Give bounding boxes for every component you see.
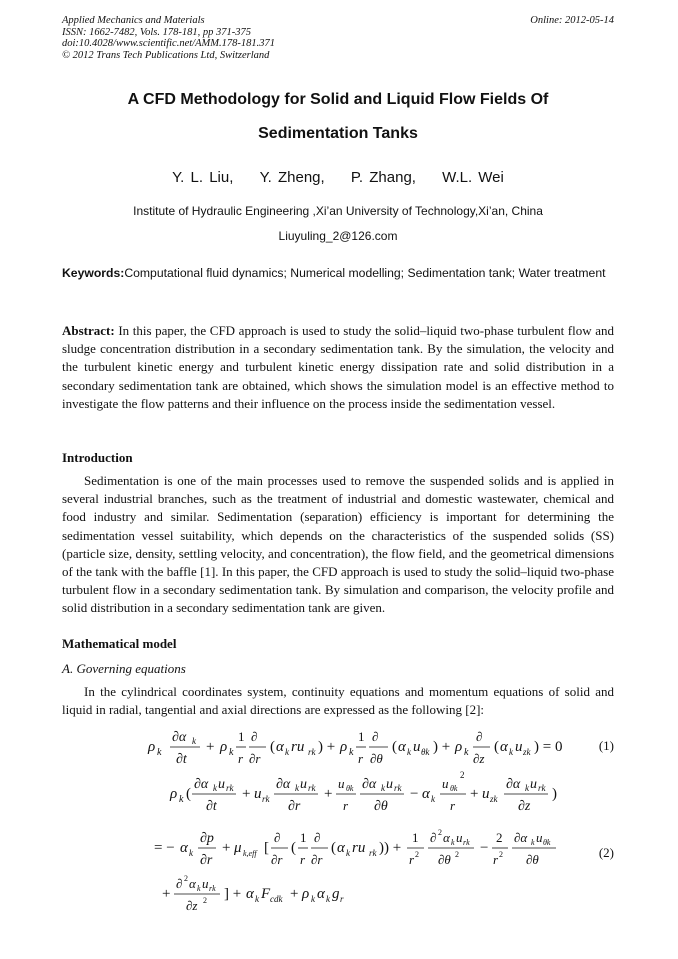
svg-text:k: k [255, 894, 259, 904]
svg-text:)) +: )) + [379, 840, 402, 856]
svg-text:μ: μ [234, 840, 242, 856]
svg-text:= −: = − [154, 840, 175, 856]
svg-text:k: k [311, 894, 315, 904]
keywords-section [62, 264, 614, 283]
svg-text:zk: zk [523, 747, 531, 757]
svg-text:ρ: ρ [220, 739, 228, 755]
svg-text:u: u [254, 786, 262, 802]
svg-text:u: u [386, 777, 393, 792]
svg-text:θk: θk [543, 838, 551, 847]
svg-text:2: 2 [460, 770, 465, 780]
svg-text:k: k [451, 838, 455, 847]
svg-text:∂α: ∂α [506, 777, 521, 792]
svg-text:+: + [206, 739, 215, 755]
svg-text:r: r [450, 798, 456, 813]
svg-text:∂: ∂ [314, 830, 321, 845]
svg-text:−: − [410, 786, 419, 802]
svg-text:∂α: ∂α [172, 730, 187, 745]
svg-text:∂r: ∂r [200, 853, 213, 868]
svg-text:] +: ] + [224, 886, 242, 902]
svg-text:rk: rk [308, 747, 316, 757]
svg-text:k: k [197, 884, 201, 893]
svg-text:r: r [343, 798, 349, 813]
svg-text:∂θ: ∂θ [526, 852, 539, 867]
svg-text:k,eff: k,eff [243, 849, 257, 858]
svg-text:α: α [398, 739, 406, 755]
svg-text:r: r [340, 894, 344, 904]
svg-text:θk: θk [450, 784, 458, 793]
svg-text:u: u [530, 777, 537, 792]
svg-text:) = 0: ) = 0 [534, 739, 563, 755]
svg-text:α: α [189, 876, 196, 891]
svg-text:u: u [338, 776, 345, 791]
doi-line: doi:10.4028/www.scientific.net/AMM.178-181.371 [62, 38, 275, 50]
svg-text:+: + [290, 886, 299, 902]
svg-text:2: 2 [184, 874, 188, 883]
svg-text:2: 2 [455, 850, 459, 859]
svg-text:k: k [213, 783, 217, 793]
svg-text:α: α [317, 886, 325, 902]
svg-text:u: u [442, 776, 449, 791]
continuity-equation [140, 723, 570, 773]
svg-text:∂θ: ∂θ [374, 799, 388, 814]
author-list [62, 169, 614, 186]
svg-text:∂α: ∂α [514, 830, 528, 845]
svg-text:θk: θk [346, 784, 354, 793]
svg-text:(: ( [270, 739, 275, 755]
svg-text:[: [ [264, 840, 269, 856]
svg-text:u: u [218, 777, 225, 792]
svg-text:rk: rk [262, 794, 270, 804]
abstract-label: Abstract: [62, 323, 115, 338]
svg-text:ru: ru [352, 840, 366, 856]
svg-text:k: k [295, 783, 299, 793]
svg-text:r: r [409, 852, 415, 867]
svg-text:∂r: ∂r [311, 852, 323, 867]
equation-number: (1) [598, 738, 614, 753]
author-email: Liuyuling_2@126.com [278, 229, 398, 243]
svg-text:k: k [157, 747, 162, 758]
svg-text:k: k [229, 747, 234, 758]
svg-text:) +: ) + [318, 739, 336, 755]
svg-text:2: 2 [499, 850, 503, 859]
svg-text:∂p: ∂p [200, 831, 214, 846]
svg-text:+: + [222, 840, 231, 856]
journal-name: Applied Mechanics and Materials [62, 15, 205, 26]
svg-text:∂α: ∂α [276, 777, 291, 792]
keywords-label: Keywords: [62, 266, 125, 280]
svg-text:2: 2 [438, 828, 442, 837]
svg-text:u: u [202, 876, 209, 891]
svg-text:θk: θk [421, 747, 430, 757]
math-model-text: In the cylindrical coordinates system, continuity equations and momentum equations of solid and liquid in radial, tangential and axial directions are expressed as the following [2]: [62, 684, 614, 718]
svg-text:k: k [189, 848, 193, 858]
svg-text:∂r: ∂r [249, 751, 261, 766]
svg-text:r: r [300, 852, 306, 867]
svg-text:(: ( [331, 840, 336, 856]
svg-text:rk: rk [209, 884, 216, 893]
svg-text:u: u [536, 830, 543, 845]
svg-text:2: 2 [203, 896, 207, 905]
svg-text:r: r [493, 852, 499, 867]
online-date: Online: 2012-05-14 [530, 15, 614, 26]
paper-title-line-1: A CFD Methodology for Solid and Liquid Flow Fields Of [127, 91, 549, 108]
svg-text:k: k [349, 747, 354, 758]
introduction-heading: Introduction [62, 450, 133, 465]
svg-text:∂r: ∂r [271, 852, 283, 867]
svg-text:α: α [276, 739, 284, 755]
svg-text:ρ: ρ [148, 739, 156, 755]
svg-text:zk: zk [490, 794, 498, 804]
svg-text:ρ: ρ [455, 739, 463, 755]
svg-text:(: ( [494, 739, 499, 755]
svg-text:2: 2 [496, 830, 503, 845]
svg-text:∂t: ∂t [176, 752, 187, 767]
keywords-text: Computational fluid dynamics; Numerical modelling; Sedimentation tank; Water treatment [124, 266, 606, 280]
svg-text:(: ( [186, 786, 191, 802]
governing-equations-subheading: A. Governing equations [62, 661, 186, 676]
svg-text:∂: ∂ [476, 729, 483, 744]
journal-header [62, 15, 614, 61]
svg-text:∂z: ∂z [473, 751, 485, 766]
svg-text:+: + [324, 786, 333, 802]
svg-text:(: ( [291, 840, 296, 856]
svg-text:∂θ: ∂θ [438, 852, 451, 867]
svg-text:k: k [431, 794, 435, 804]
svg-text:∂α: ∂α [362, 777, 377, 792]
svg-text:k: k [179, 794, 184, 805]
svg-text:+: + [162, 886, 171, 902]
svg-text:1: 1 [238, 729, 245, 744]
svg-text:α: α [500, 739, 508, 755]
svg-text:ρ: ρ [170, 786, 178, 802]
svg-text:k: k [326, 894, 330, 904]
svg-text:α: α [422, 786, 430, 802]
svg-text:u: u [482, 786, 490, 802]
introduction-text: Sedimentation is one of the main processes used to remove the suspended solids and is applied in several industrial branches, such as the treatment of industrial and domestic wastewater, chemical and food industry and similar. Sedimentation (separation) efficiency is important for determining the sedimentation vessel suitability, which depends on the characteristics of the suspended solids (SS) (particle size, density, settling velocity, and concentration), the flow field, and the geometrical dimensions of the tank with the baffle [1]. In this paper, the CFD approach is used to study the solid–liquid two-phase turbulent flow in a secondary sedimentation tank. By simulation and comparison, the velocity profile and solid distribution in a secondary sedimentation tank are given. [62, 473, 614, 616]
svg-text:rk: rk [394, 783, 402, 793]
svg-text:∂α: ∂α [194, 777, 209, 792]
svg-text:F: F [261, 886, 271, 902]
svg-text:ρ: ρ [340, 739, 348, 755]
svg-text:∂z: ∂z [518, 799, 531, 814]
svg-text:): ) [552, 786, 557, 802]
svg-text:∂t: ∂t [206, 799, 217, 814]
svg-text:1: 1 [412, 830, 419, 845]
svg-text:k: k [285, 747, 289, 757]
author: W.L. Wei [442, 169, 504, 186]
author: Y. Zheng, [259, 169, 325, 186]
svg-text:cdk: cdk [270, 894, 283, 904]
svg-text:2: 2 [415, 850, 419, 859]
svg-text:k: k [525, 783, 529, 793]
svg-text:∂: ∂ [372, 729, 379, 744]
svg-text:k: k [407, 747, 411, 757]
svg-text:k: k [192, 736, 196, 746]
svg-text:−: − [480, 840, 489, 856]
svg-text:rk: rk [369, 848, 377, 858]
svg-text:u: u [456, 830, 463, 845]
svg-text:u: u [413, 739, 421, 755]
svg-text:∂r: ∂r [288, 799, 301, 814]
svg-text:∂θ: ∂θ [370, 751, 383, 766]
svg-text:) +: ) + [433, 739, 451, 755]
svg-text:α: α [180, 840, 188, 856]
svg-text:∂z: ∂z [186, 898, 198, 913]
affiliation: Institute of Hydraulic Engineering ,Xi’an University of Technology,Xi’an, China [133, 204, 543, 218]
svg-text:1: 1 [300, 830, 307, 845]
svg-text:k: k [346, 848, 350, 858]
momentum-equation [150, 768, 590, 918]
svg-text:rk: rk [308, 783, 316, 793]
svg-text:+: + [470, 786, 479, 802]
svg-text:rk: rk [463, 838, 470, 847]
svg-text:+: + [242, 786, 251, 802]
svg-text:∂: ∂ [274, 830, 281, 845]
equation-number: (2) [598, 845, 614, 860]
author: P. Zhang, [350, 169, 416, 186]
svg-text:α: α [337, 840, 345, 856]
svg-text:g: g [332, 886, 340, 902]
svg-text:rk: rk [226, 783, 234, 793]
svg-text:k: k [381, 783, 385, 793]
issn-line: ISSN: 1662-7482, Vols. 178-181, pp 371-375 [62, 26, 251, 38]
svg-text:k: k [531, 838, 535, 847]
svg-text:ru: ru [291, 739, 305, 755]
copyright-line: © 2012 Trans Tech Publications Ltd, Switzerland [62, 49, 270, 61]
svg-text:u: u [300, 777, 307, 792]
svg-text:u: u [515, 739, 523, 755]
svg-text:r: r [238, 751, 244, 766]
abstract-text: In this paper, the CFD approach is used to study the solid–liquid two-phase turbulent flow and sludge concentration distribution in a secondary sedimentation tank. By the simulation, the velocity and the turbulent kinetic energy and turbulent kinetic energy dissipation rate and solid distribution in a secondary sedimentation tank are obtained, which shows the simulation model is an effective method to investigate the flow patterns and their influence on the process inside the sedimentation vessel. [62, 323, 614, 411]
svg-text:α: α [443, 830, 450, 845]
svg-text:(: ( [392, 739, 397, 755]
svg-text:r: r [358, 751, 364, 766]
svg-text:∂: ∂ [176, 876, 183, 891]
svg-text:α: α [246, 886, 254, 902]
paper-title-line-2: Sedimentation Tanks [258, 125, 418, 142]
svg-text:∂: ∂ [251, 729, 258, 744]
math-model-heading: Mathematical model [62, 636, 177, 651]
author: Y. L. Liu, [172, 169, 234, 186]
svg-text:k: k [509, 747, 513, 757]
svg-text:k: k [464, 747, 469, 758]
svg-text:∂: ∂ [430, 830, 437, 845]
svg-text:1: 1 [358, 729, 365, 744]
abstract-section [62, 322, 614, 413]
svg-text:ρ: ρ [302, 886, 310, 902]
svg-text:rk: rk [538, 783, 546, 793]
